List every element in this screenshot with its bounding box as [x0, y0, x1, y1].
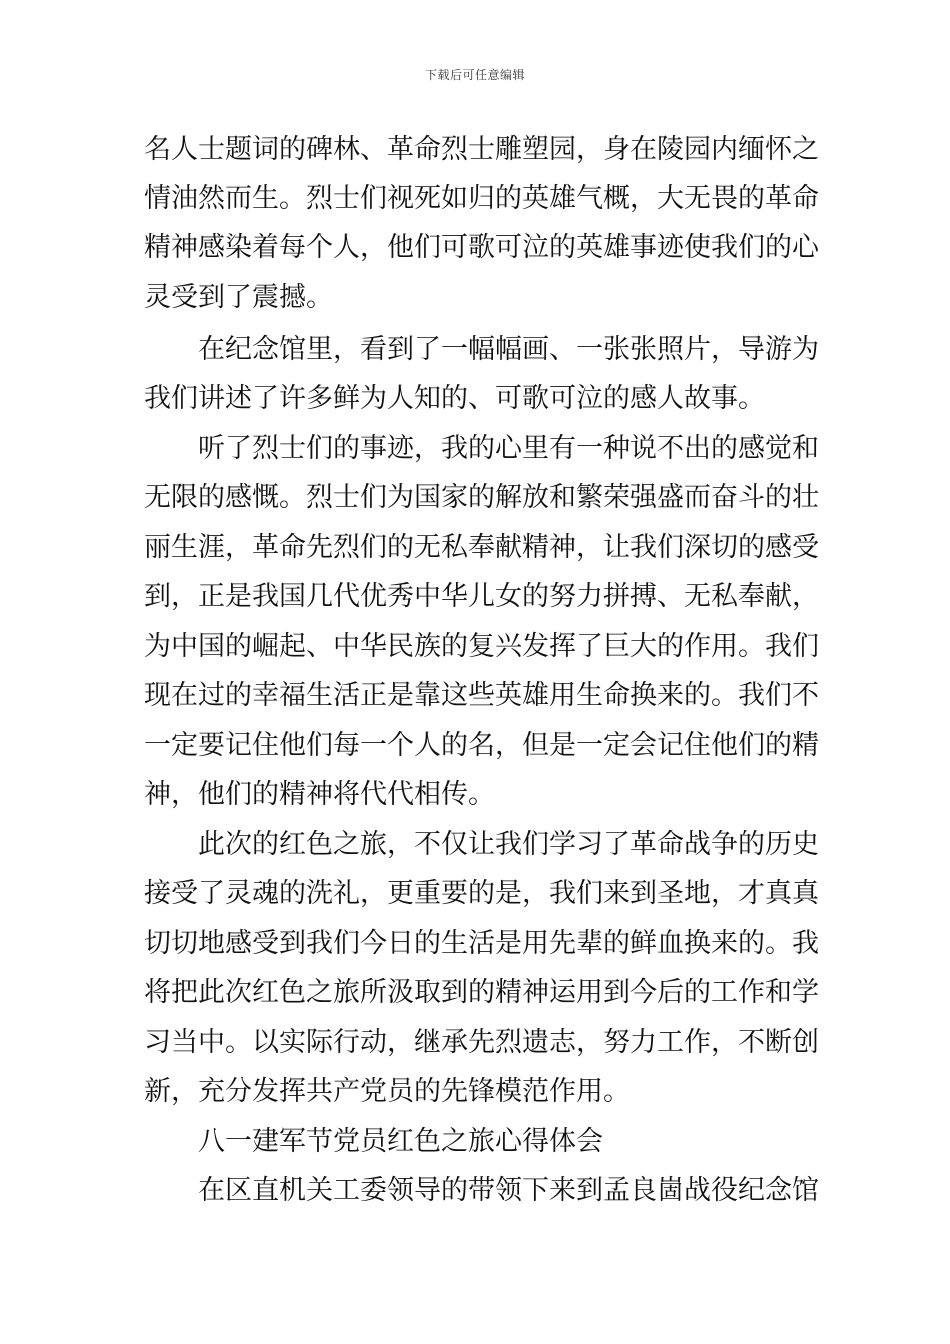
text-line: 此次的红色之旅，不仅让我们学习了革命战争的历史	[144, 829, 819, 860]
text-line: 习当中。以实际行动，继承先烈遗志，努力工作，不断创	[144, 1027, 819, 1058]
page-header: 下载后可任意编辑	[424, 68, 525, 82]
text-line: 在区直机关工委领导的带领下来到孟良崮战役纪念馆	[144, 1175, 819, 1206]
text-line: 八一建军节党员红色之旅心得体会	[144, 1126, 603, 1157]
text-line: 精神感染着每个人，他们可歌可泣的英雄事迹使我们的心	[144, 232, 819, 263]
text-line: 一定要记住他们每一个人的名，但是一定会记住他们的精	[144, 730, 819, 761]
text-line: 情油然而生。烈士们视死如归的英雄气概，大无畏的革命	[144, 183, 819, 214]
text-line: 现在过的幸福生活正是靠这些英雄用生命换来的。我们不	[144, 680, 819, 711]
text-line: 丽生涯，革命先烈们的无私奉献精神，让我们深切的感受	[144, 532, 819, 563]
text-line: 名人士题词的碑林、革命烈士雕塑园，身在陵园内缅怀之	[144, 134, 819, 165]
text-line: 灵受到了震撼。	[144, 282, 333, 313]
text-line: 到，正是我国几代优秀中华儿女的努力拼搏、无私奉献，	[144, 581, 819, 612]
text-line: 接受了灵魂的洗礼，更重要的是，我们来到圣地，才真真	[144, 878, 819, 909]
text-line: 切切地感受到我们今日的生活是用先辈的鲜血换来的。我	[144, 928, 819, 959]
text-line: 将把此次红色之旅所汲取到的精神运用到今后的工作和学	[144, 977, 819, 1008]
text-line: 在纪念馆里，看到了一幅幅画、一张张照片，导游为	[144, 334, 819, 365]
text-line: 我们讲述了许多鲜为人知的、可歌可泣的感人故事。	[144, 383, 765, 414]
text-line: 神，他们的精神将代代相传。	[144, 779, 495, 810]
text-line: 无限的感慨。烈士们为国家的解放和繁荣强盛而奋斗的壮	[144, 482, 819, 513]
text-line: 为中国的崛起、中华民族的复兴发挥了巨大的作用。我们	[144, 631, 819, 662]
text-line: 新，充分发挥共产党员的先锋模范作用。	[144, 1076, 630, 1107]
text-line: 听了烈士们的事迹，我的心里有一种说不出的感觉和	[144, 433, 819, 464]
